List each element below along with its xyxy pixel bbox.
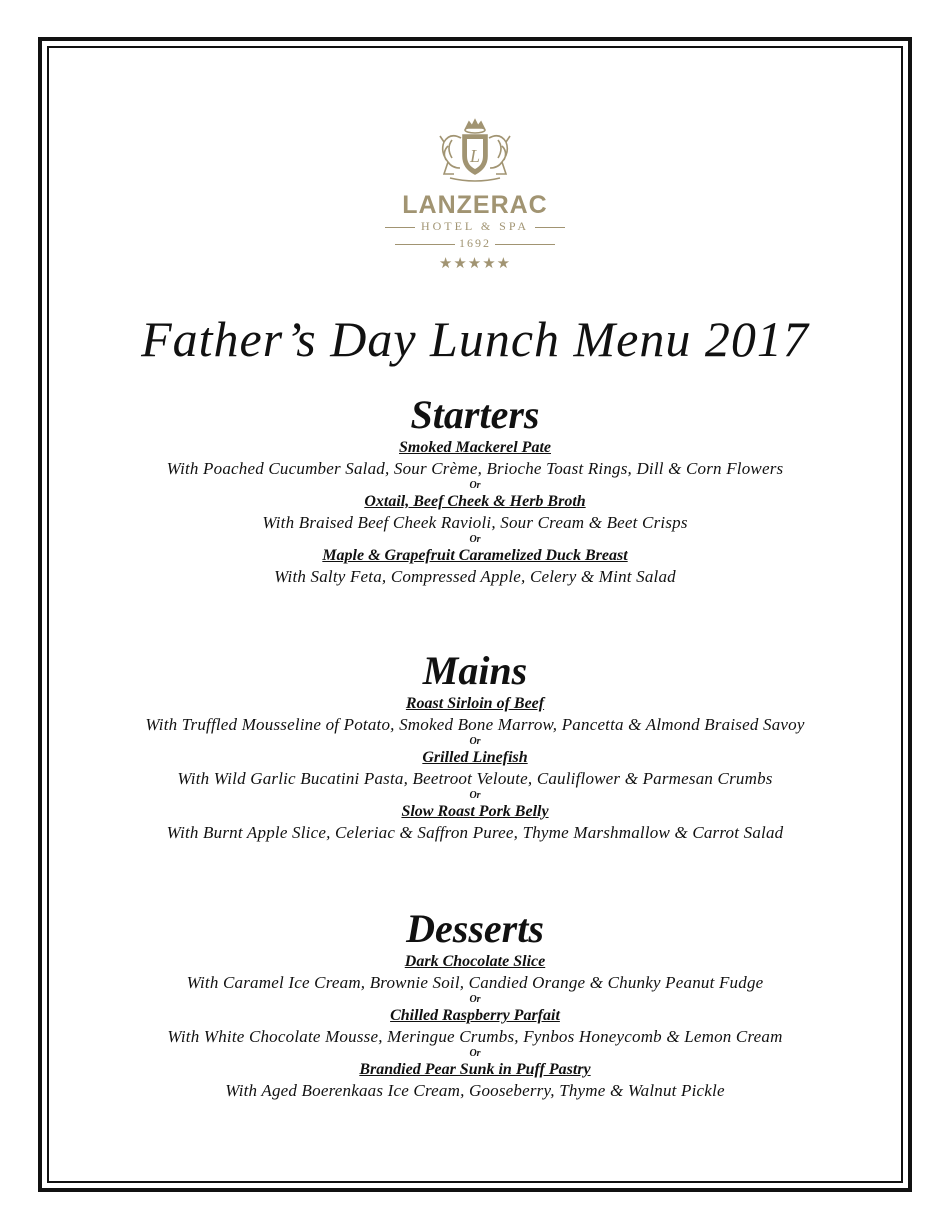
section-heading: Starters	[410, 392, 540, 437]
dish-name: Dark Chocolate Slice	[404, 953, 546, 970]
brand-subtitle-text: HOTEL & SPA	[420, 219, 530, 233]
menu-page	[49, 48, 901, 1181]
dish-name: Oxtail, Beef Cheek & Herb Broth	[364, 493, 586, 510]
rule-right	[535, 227, 565, 228]
brand-name: LANZERAC	[402, 191, 548, 219]
page-title: Father’s Day Lunch Menu 2017	[141, 311, 809, 367]
section-desserts	[49, 906, 901, 1102]
dish-description: With Aged Boerenkaas Ice Cream, Gooseberry, Thyme & Walnut Pickle	[225, 1081, 725, 1100]
or-separator: Or	[469, 736, 481, 747]
dish-description: With Truffled Mousseline of Potato, Smoked Bone Marrow, Pancetta & Almond Braised Savoy	[145, 715, 805, 734]
section-heading: Desserts	[406, 906, 544, 951]
dish-name: Grilled Linefish	[422, 749, 528, 766]
dish-description: With Caramel Ice Cream, Brownie Soil, Candied Orange & Chunky Peanut Fudge	[186, 973, 764, 992]
brand-year-text: 1692	[459, 236, 491, 250]
dish-name: Maple & Grapefruit Caramelized Duck Breast	[322, 547, 628, 564]
year-rule-left	[395, 244, 455, 245]
brand-subtitle	[49, 219, 901, 234]
or-separator: Or	[469, 790, 481, 801]
dish-description: With Wild Garlic Bucatini Pasta, Beetroot Veloute, Cauliflower & Parmesan Crumbs	[177, 769, 773, 788]
dish-name: Smoked Mackerel Pate	[399, 439, 551, 456]
or-separator: Or	[469, 994, 481, 1005]
section-mains	[49, 648, 901, 844]
brand-year	[49, 236, 901, 251]
dish-description: With Salty Feta, Compressed Apple, Celery & Mint Salad	[274, 567, 676, 586]
or-separator: Or	[469, 1048, 481, 1059]
star-rating: ★★★★★	[438, 254, 512, 272]
dish-description: With Poached Cucumber Salad, Sour Crème, Brioche Toast Rings, Dill & Corn Flowers	[166, 459, 784, 478]
or-separator: Or	[469, 534, 481, 545]
dish-name: Slow Roast Pork Belly	[401, 803, 549, 820]
dish-name: Brandied Pear Sunk in Puff Pastry	[359, 1061, 591, 1078]
section-starters	[49, 392, 901, 588]
rule-left	[385, 227, 415, 228]
year-rule-right	[495, 244, 555, 245]
section-heading: Mains	[422, 648, 528, 693]
dish-description: With Burnt Apple Slice, Celeriac & Saffron Puree, Thyme Marshmallow & Carrot Salad	[166, 823, 784, 842]
dish-name: Chilled Raspberry Parfait	[390, 1007, 560, 1024]
dish-description: With Braised Beef Cheek Ravioli, Sour Cream & Beet Crisps	[262, 513, 688, 532]
dish-name: Roast Sirloin of Beef	[405, 695, 545, 712]
lanzerac-crest-icon	[430, 118, 520, 188]
svg-text:L: L	[469, 146, 481, 166]
dish-description: With White Chocolate Mousse, Meringue Crumbs, Fynbos Honeycomb & Lemon Cream	[167, 1027, 783, 1046]
or-separator: Or	[469, 480, 481, 491]
